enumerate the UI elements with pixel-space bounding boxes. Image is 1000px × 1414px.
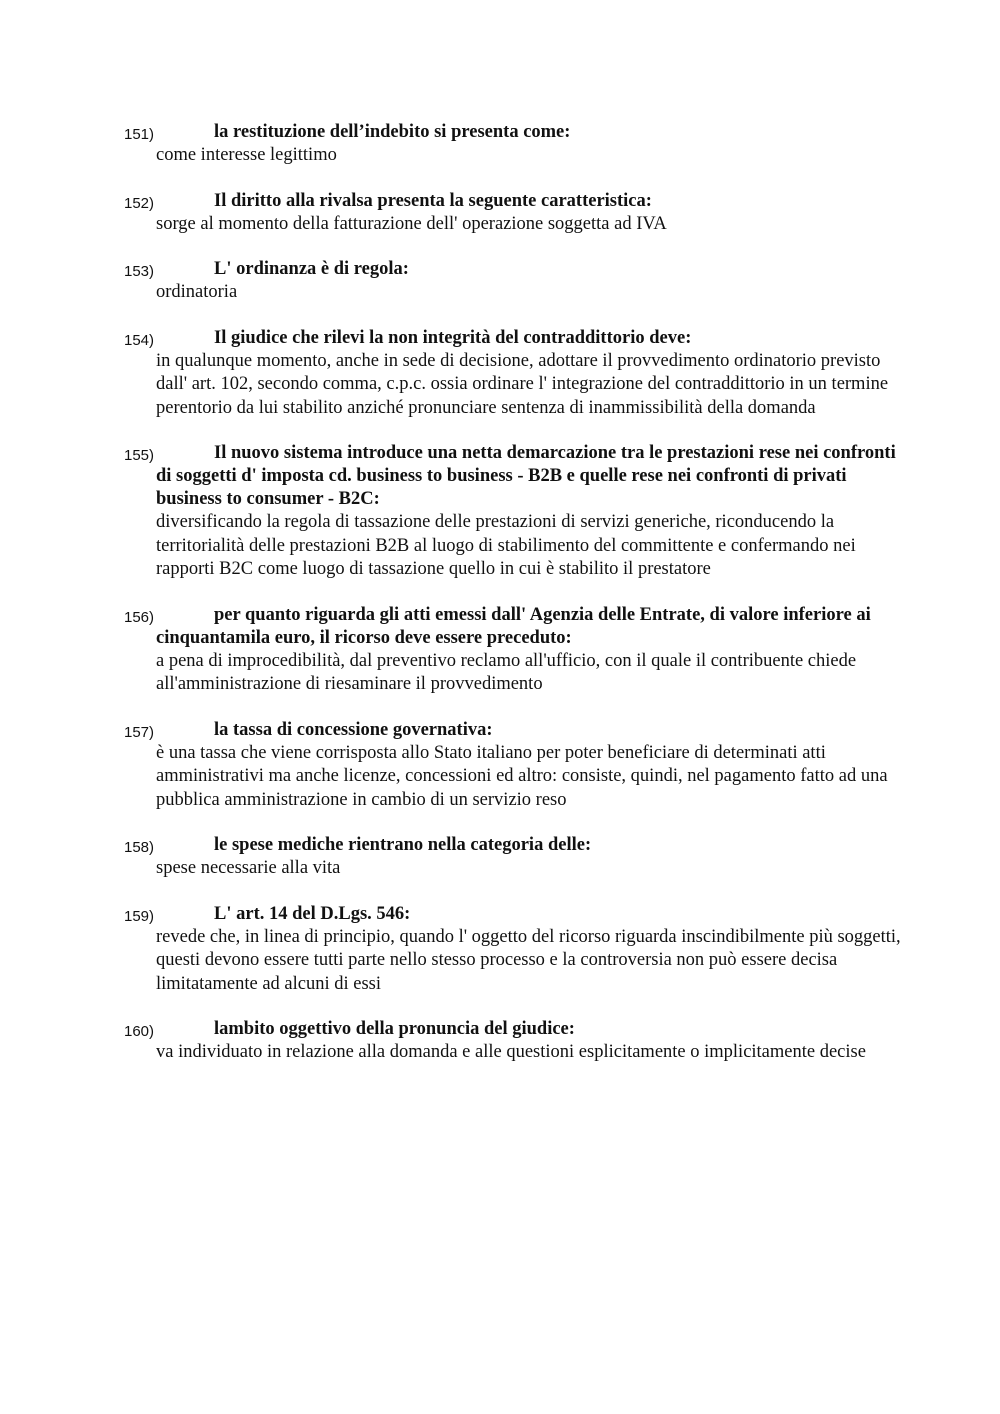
question-text: Il diritto alla rivalsa presenta la seguente caratteristica:	[214, 190, 652, 211]
question-list	[124, 121, 904, 1087]
question-heading	[124, 442, 904, 511]
question-number: 160)	[124, 1023, 155, 1040]
answer-text: è una tassa che viene corrisposta allo Stato italiano per poter beneficiare di determinati atti amministrativi ma anche licenze, concessioni ed altro: consiste, quindi, nel pagamento fatto ad una pubblica amministrazione in cambio di un servizio reso	[156, 742, 888, 810]
answer-text: in qualunque momento, anche in sede di decisione, adottare il provvedimento ordinatorio previsto dall' art. 102, secondo comma, c.p.c. ossia ordinare l' integrazione del contraddittorio in un termine perentorio da lui stabilito anziché pronunciare sentenza di inammissibilità della domanda	[156, 350, 889, 418]
question-text: Il nuovo sistema introduce una netta demarcazione tra le prestazioni rese nei confronti di soggetti d' imposta cd. business to business - B2B e quelle rese nei confronti di privati business to consumer - B2C:	[156, 443, 896, 509]
question-text: la tassa di concessione governativa:	[214, 719, 493, 740]
question-text: la restituzione dell’indebito si presenta come:	[214, 122, 571, 142]
question-number: 152)	[124, 194, 155, 212]
question-text: Il giudice che rilevi la non integrità del contraddittorio deve:	[214, 327, 692, 348]
question-number: 158)	[124, 839, 155, 856]
question-number: 155)	[124, 447, 155, 464]
question-heading	[124, 834, 904, 857]
answer-text: a pena di improcedibilità, dal preventivo reclamo all'ufficio, con il quale il contribuente chiede all'amministrazione di riesaminare il provvedimento	[156, 650, 857, 694]
question-item-160	[124, 1018, 904, 1065]
question-heading	[124, 604, 904, 650]
question-text: L' ordinanza è di regola:	[214, 259, 409, 279]
question-heading	[124, 327, 904, 350]
question-item-155	[124, 442, 904, 582]
question-text: L' art. 14 del D.Lgs. 546:	[214, 903, 411, 924]
question-text: lambito oggettivo della pronuncia del giudice:	[214, 1019, 575, 1039]
question-heading	[124, 903, 904, 926]
answer-text: revede che, in linea di principio, quando l' oggetto del ricorso riguarda inscindibilmente più soggetti, questi devono essere tutti parte nello stesso processo e la controversia non può essere decisa limitatamente ad alcuni di essi	[156, 926, 901, 994]
question-item-152	[124, 190, 904, 237]
question-number: 154)	[124, 331, 155, 349]
question-item-158	[124, 834, 904, 881]
question-item-153	[124, 258, 904, 305]
answer-text: va individuato in relazione alla domanda e alle questioni esplicitamente o implicitamente decise	[156, 1042, 866, 1062]
question-number: 156)	[124, 608, 155, 626]
answer-text: sorge al momento della fatturazione dell' operazione soggetta ad IVA	[156, 213, 667, 234]
question-text: le spese mediche rientrano nella categoria delle:	[214, 835, 592, 855]
question-number: 151)	[124, 126, 155, 143]
answer-text: ordinatoria	[156, 282, 238, 302]
question-heading	[124, 1018, 904, 1041]
question-item-157	[124, 719, 904, 813]
question-item-154	[124, 327, 904, 421]
question-item-159	[124, 903, 904, 997]
question-item-156	[124, 604, 904, 697]
question-text: per quanto riguarda gli atti emessi dall' Agenzia delle Entrate, di valore inferiore ai cinquantamila euro, il ricorso deve essere preceduto:	[156, 604, 871, 648]
question-number: 159)	[124, 907, 155, 925]
answer-text: come interesse legittimo	[156, 145, 337, 165]
answer-text: diversificando la regola di tassazione delle prestazioni di servizi generiche, riconducendo la territorialità delle prestazioni B2B al luogo di stabilimento del committente e confermando nei rapporti B2C come luogo di tassazione quello in cui è stabilito il prestatore	[156, 512, 856, 579]
question-number: 157)	[124, 723, 155, 741]
question-number: 153)	[124, 263, 155, 280]
question-item-151	[124, 121, 904, 168]
question-heading	[124, 121, 904, 144]
question-heading	[124, 258, 904, 281]
question-heading	[124, 719, 904, 742]
question-heading	[124, 190, 904, 213]
answer-text: spese necessarie alla vita	[156, 858, 341, 878]
